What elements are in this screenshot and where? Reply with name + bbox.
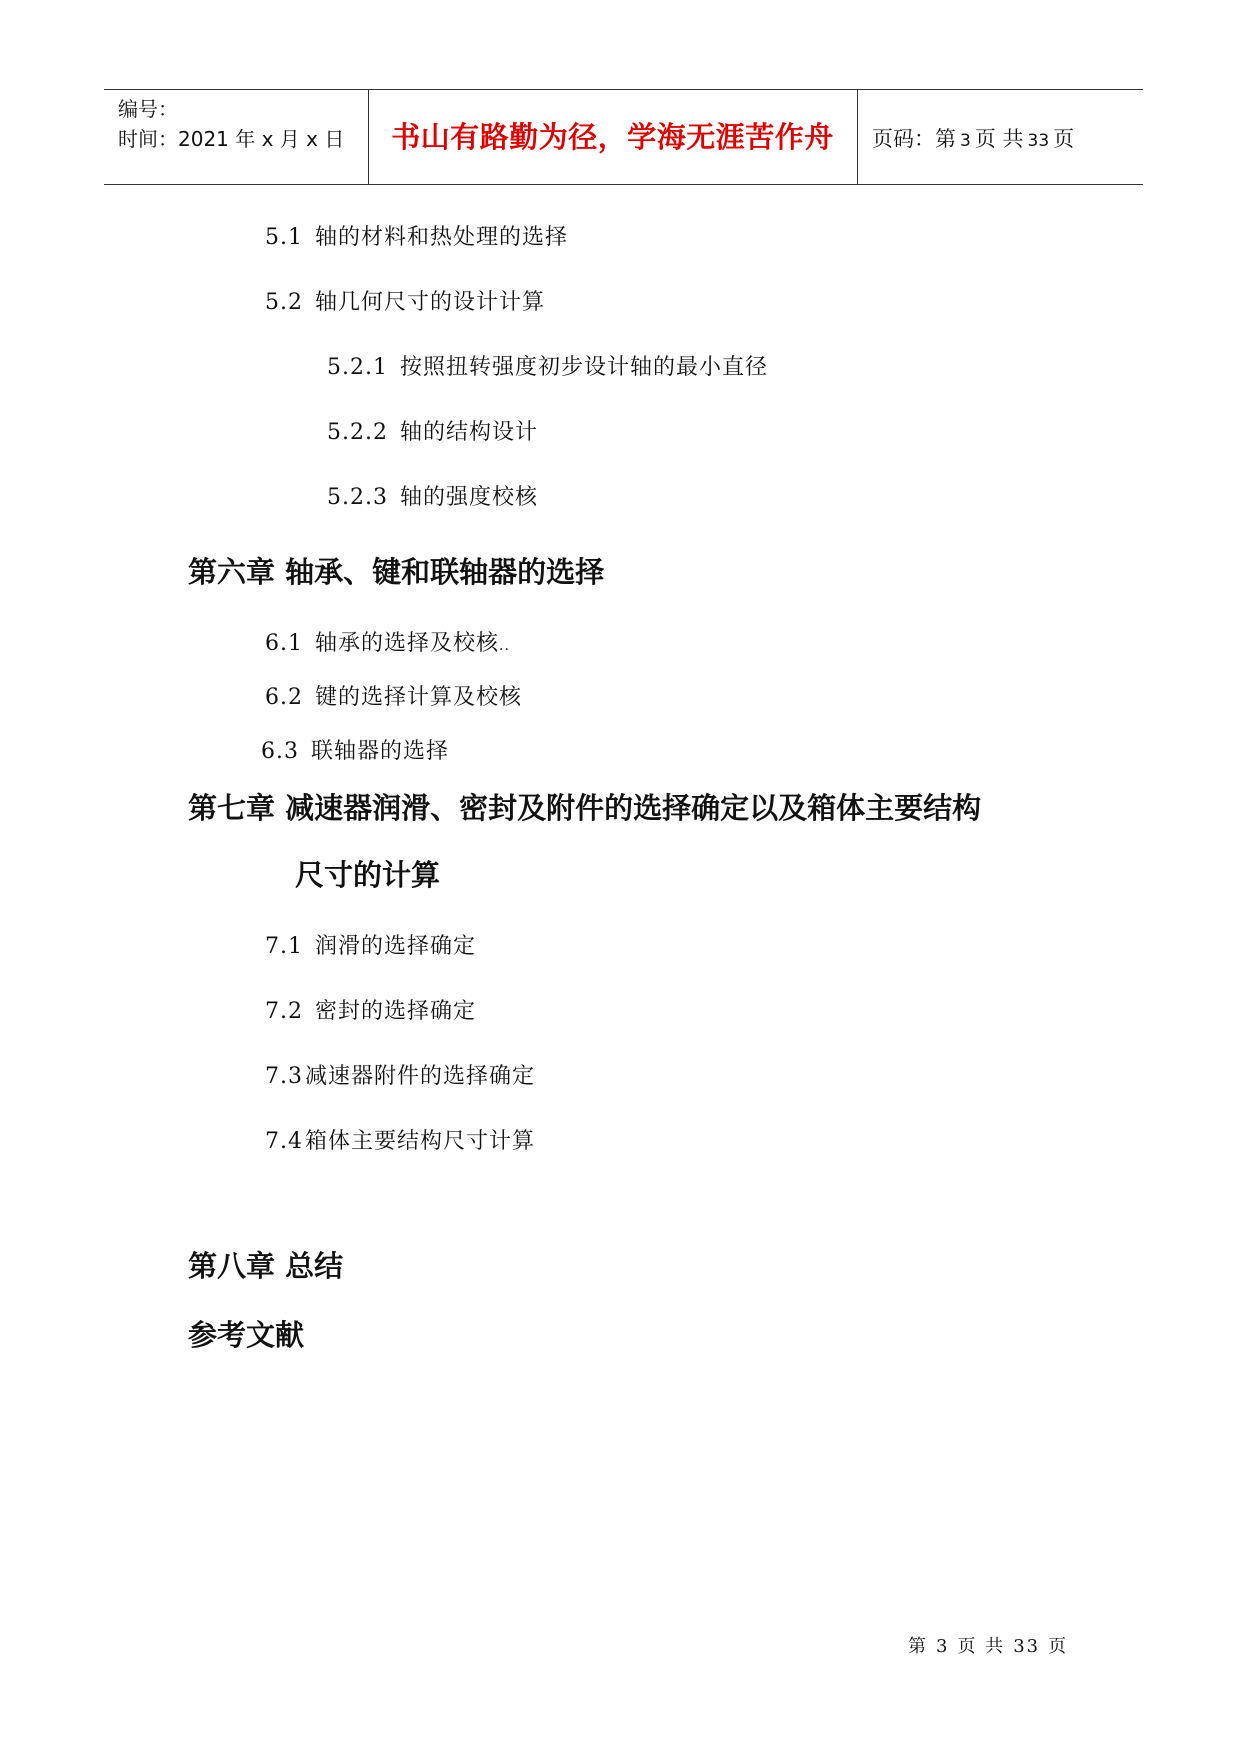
header-meta bbox=[118, 94, 344, 154]
toc-entry-6-2[interactable]: 6.2 键的选择计算及校核 bbox=[265, 685, 523, 710]
toc-entry-5-2-3[interactable]: 5.2.3 轴的强度校核 bbox=[327, 485, 538, 510]
toc-entry-6-3[interactable]: 6.3 联轴器的选择 bbox=[261, 739, 450, 764]
toc-entry-7-1[interactable]: 7.1 润滑的选择确定 bbox=[265, 934, 477, 959]
footer-page-total: 33 bbox=[1013, 1636, 1041, 1657]
page-footer: 第 3 页 共 33 页 bbox=[908, 1636, 1069, 1657]
toc-entry-5-2-1[interactable]: 5.2.1 按照扭转强度初步设计轴的最小直径 bbox=[327, 355, 768, 380]
header-divider bbox=[857, 90, 858, 184]
toc-chapter-7-continued[interactable]: 尺寸的计算 bbox=[295, 858, 441, 892]
serial-label: 编号： bbox=[118, 97, 178, 121]
header-page-info: 页码：第 3 页 共 33 页 bbox=[872, 127, 1075, 151]
header-motto: 书山有路勤为径，学海无涯苦作舟 bbox=[391, 120, 834, 154]
header-page-total: 33 bbox=[1027, 131, 1050, 151]
toc-entry-6-1[interactable]: 6.1 轴承的选择及校核.. bbox=[265, 631, 510, 656]
toc-chapter-6[interactable]: 第六章 轴承、键和联轴器的选择 bbox=[188, 555, 605, 589]
toc-entry-5-1[interactable]: 5.1 轴的材料和热处理的选择 bbox=[265, 225, 569, 250]
header-page-number: 3 bbox=[960, 131, 971, 151]
page-header bbox=[104, 89, 1143, 185]
toc-entry-7-2[interactable]: 7.2 密封的选择确定 bbox=[265, 999, 477, 1024]
toc-entry-7-3[interactable]: 7.3减速器附件的选择确定 bbox=[265, 1064, 536, 1089]
time-label: 时间：2021 年 x 月 x 日 bbox=[118, 127, 345, 151]
toc-entry-5-2[interactable]: 5.2 轴几何尺寸的设计计算 bbox=[265, 290, 546, 315]
toc-chapter-7[interactable]: 第七章 减速器润滑、密封及附件的选择确定以及箱体主要结构 bbox=[188, 791, 982, 825]
footer-page-number: 3 bbox=[936, 1636, 950, 1657]
toc-entry-5-2-2[interactable]: 5.2.2 轴的结构设计 bbox=[327, 420, 538, 445]
toc-references[interactable]: 参考文献 bbox=[188, 1318, 305, 1352]
toc-entry-7-4[interactable]: 7.4箱体主要结构尺寸计算 bbox=[265, 1129, 536, 1154]
toc-chapter-8[interactable]: 第八章 总结 bbox=[188, 1249, 344, 1283]
